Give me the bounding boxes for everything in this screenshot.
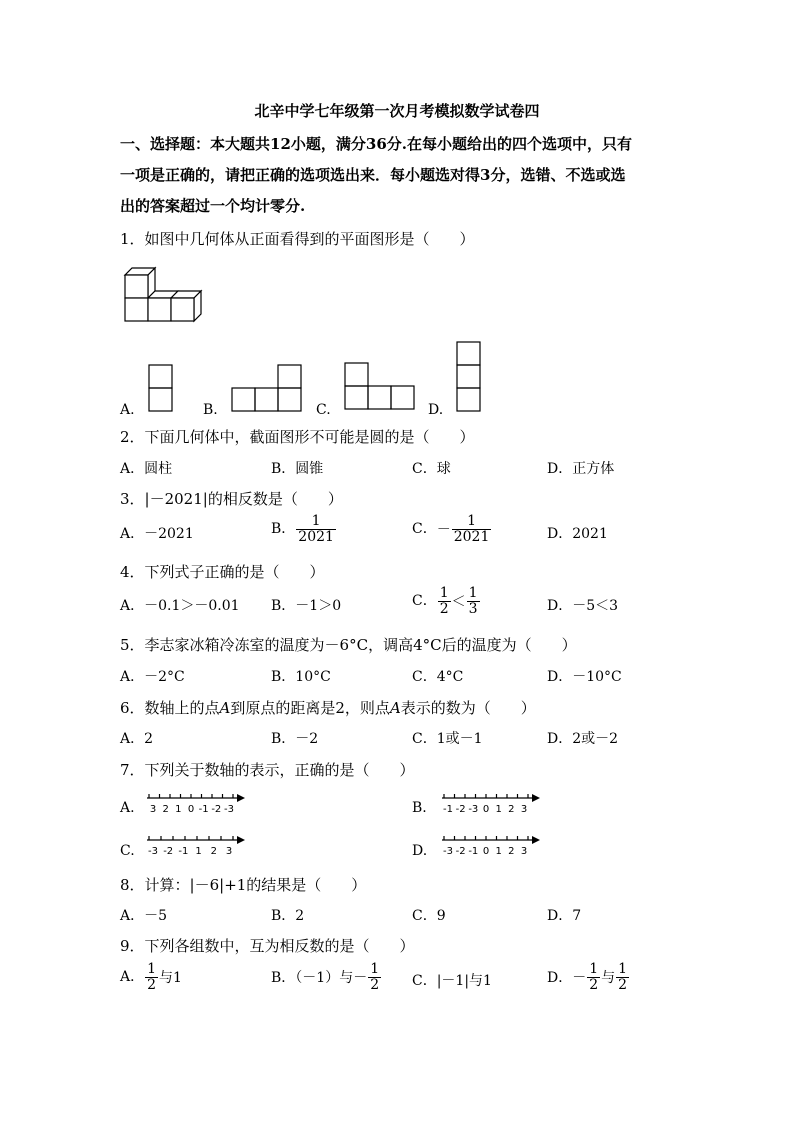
q3-option-c-numerator: 1 <box>452 514 492 530</box>
q6-variable-a: A <box>219 699 231 717</box>
q4-option-c-fraction-1 <box>438 586 451 616</box>
question-6-stem <box>120 697 536 718</box>
q7-option-d-label: D. <box>412 843 428 859</box>
q7-c-axis-arrow <box>237 836 245 844</box>
q9-option-d-denominator-2: 2 <box>618 976 628 993</box>
page-title: 北辛中学七年级第一次月考模拟数学试卷四 <box>254 102 540 120</box>
q7-a-tick-label: 3 <box>149 804 157 815</box>
q1-option-c-figure <box>344 362 416 412</box>
q7-a-axis-arrow <box>237 794 245 802</box>
question-3-stem: 3．|－2021|的相反数是（ ） <box>120 490 343 508</box>
q9-option-d-numerator-2: 1 <box>618 961 628 977</box>
q7-b-tick-label: -3 <box>468 804 479 815</box>
q3-option-b-label: B． <box>271 521 296 538</box>
q1-option-a-figure <box>148 364 174 412</box>
q7-option-d-number-line <box>440 832 542 858</box>
q5-option-b: B．10°C <box>271 669 331 685</box>
q4-option-c-denominator-2: 3 <box>468 600 478 617</box>
q7-c-tick-label: 3 <box>225 846 233 857</box>
q6-variable-a-2: A <box>389 699 401 717</box>
q4-option-c <box>412 586 481 616</box>
q5-option-a: A．－2°C <box>120 669 185 685</box>
q1-option-b-label: B. <box>203 402 218 418</box>
q7-a-tick-label: 1 <box>175 804 182 815</box>
q7-b-tick-label: 1 <box>495 804 502 815</box>
q6-option-b: B．－2 <box>271 731 319 747</box>
q4-option-d: D．－5＜3 <box>547 598 619 614</box>
q8-option-d: D．7 <box>547 908 582 924</box>
q3-option-c-sign: － <box>436 522 451 539</box>
q7-d-tick-label: 2 <box>508 846 515 857</box>
question-4-stem: 4．下列式子正确的是（ ） <box>120 563 325 581</box>
q9-option-a-numerator: 1 <box>147 961 157 977</box>
q9-option-a <box>120 962 182 992</box>
q6-option-c: C．1或－1 <box>412 731 483 747</box>
q7-option-b-label: B. <box>412 800 427 816</box>
q3-option-b-denominator: 2021 <box>298 528 334 545</box>
q9-option-d-numerator-1: 1 <box>589 961 599 977</box>
section-instructions-line2: 一项是正确的，请把正确的选项选出来．每小题选对得3分，选错、不选或选 <box>120 166 626 184</box>
q7-option-a-label: A. <box>120 800 135 816</box>
q1-option-d-figure <box>456 341 482 412</box>
q7-d-tick-label: 3 <box>520 846 528 857</box>
section-instructions-line1: 一、选择题：本大题共12小题，满分36分.在每小题给出的四个选项中，只有 <box>120 135 632 153</box>
q7-c-tick-label: 1 <box>195 846 202 857</box>
q3-option-c <box>412 514 492 544</box>
q7-option-b-number-line <box>440 790 542 816</box>
q4-option-b: B．－1＞0 <box>271 598 342 614</box>
q7-c-tick-label: 2 <box>210 846 217 857</box>
q9-option-d-sign: － <box>572 970 587 987</box>
q2-option-b: B．圆锥 <box>271 461 324 477</box>
q9-option-d-fraction-1 <box>587 962 600 992</box>
q7-a-tick-label: -3 <box>224 804 234 815</box>
q3-option-c-denominator: 2021 <box>453 528 490 545</box>
q9-option-b-denominator: 2 <box>370 976 380 993</box>
q3-option-b-numerator: 1 <box>296 514 336 530</box>
q7-option-c-label: C. <box>120 843 135 859</box>
q7-d-axis-arrow <box>532 836 540 844</box>
q9-option-b-fraction <box>368 962 381 992</box>
q8-option-b: B．2 <box>271 908 305 924</box>
q7-c-tick-label: -2 <box>163 846 174 857</box>
q7-d-tick-label: 0 <box>482 846 490 857</box>
q9-option-a-fraction <box>145 962 158 992</box>
q3-option-b-fraction <box>296 514 336 544</box>
q9-option-b <box>271 962 382 992</box>
q7-d-tick-label: -2 <box>455 846 466 857</box>
q5-option-c: C．4°C <box>412 669 464 685</box>
q9-option-d-connector: 与 <box>601 970 616 987</box>
q6-option-d: D．2或－2 <box>547 731 619 747</box>
q9-option-d-denominator-1: 2 <box>589 976 599 993</box>
q3-option-c-label: C． <box>412 521 437 538</box>
q1-solid-figure <box>120 266 210 326</box>
q1-option-a-label: A. <box>120 402 135 418</box>
q7-d-tick-label: -1 <box>468 846 479 857</box>
q9-option-c: C．|－1|与1 <box>412 973 492 989</box>
q7-b-tick-label: -1 <box>443 804 453 815</box>
q7-c-tick-label: -1 <box>178 846 189 857</box>
q9-option-a-denominator: 2 <box>147 976 157 993</box>
q4-option-a: A．－0.1＞－0.01 <box>120 598 240 614</box>
q2-option-a: A．圆柱 <box>120 461 173 477</box>
question-1-stem: 1．如图中几何体从正面看得到的平面图形是（ ） <box>120 230 475 248</box>
q7-a-tick-label: -1 <box>198 804 209 815</box>
q7-a-tick-label: 2 <box>162 804 169 815</box>
q9-option-b-text: B．（－1）与－ <box>271 970 368 987</box>
q7-option-a-number-line <box>145 790 247 816</box>
q3-option-c-fraction <box>452 514 492 544</box>
section-instructions-line3: 出的答案超过一个均计零分. <box>120 197 306 215</box>
q3-option-a: A．－2021 <box>120 526 194 542</box>
q6-stem-part-3: 表示的数为（ ） <box>400 699 536 717</box>
q3-option-d: D．2021 <box>547 526 608 542</box>
question-5-stem: 5．李志家冰箱冷冻室的温度为－6°C，调高4°C后的温度为（ ） <box>120 636 577 654</box>
q7-b-tick-label: 0 <box>482 804 490 815</box>
question-8-stem: 8．计算：|－6|+1的结果是（ ） <box>120 876 367 894</box>
q9-option-b-numerator: 1 <box>370 961 380 977</box>
q4-option-c-numerator-2: 1 <box>468 585 478 601</box>
q9-option-a-rest: 与1 <box>159 970 182 987</box>
question-2-stem: 2．下面几何体中，截面图形不可能是圆的是（ ） <box>120 428 475 446</box>
q7-option-c-number-line <box>145 832 247 858</box>
q7-a-tick-label: 0 <box>187 804 195 815</box>
q3-option-b <box>271 514 337 544</box>
q4-option-c-relation: ＜ <box>451 594 466 611</box>
q6-stem-part-1: 6．数轴上的点 <box>120 699 220 717</box>
q7-a-tick-label: -2 <box>211 804 222 815</box>
q7-b-tick-label: 2 <box>508 804 515 815</box>
q8-option-a: A．－5 <box>120 908 168 924</box>
q7-d-tick-label: 1 <box>495 846 502 857</box>
q4-option-c-fraction-2 <box>467 586 480 616</box>
q2-option-d: D．正方体 <box>547 461 615 477</box>
q4-option-c-label: C． <box>412 593 437 610</box>
q1-option-b-figure <box>231 364 303 412</box>
q4-option-c-numerator-1: 1 <box>439 585 449 601</box>
q4-option-c-denominator-1: 2 <box>439 600 449 617</box>
q7-d-tick-label: -3 <box>443 846 453 857</box>
q7-b-tick-label: 3 <box>520 804 528 815</box>
q9-option-d-label: D． <box>547 970 573 987</box>
q1-option-d-label: D. <box>428 402 444 418</box>
q1-option-c-label: C. <box>316 402 331 418</box>
q6-stem-part-2: 到原点的距离是2，则点 <box>230 699 390 717</box>
q7-c-tick-label: -3 <box>148 846 158 857</box>
q7-b-tick-label: -2 <box>455 804 466 815</box>
q6-option-a: A．2 <box>120 731 154 747</box>
question-7-stem: 7．下列关于数轴的表示，正确的是（ ） <box>120 761 415 779</box>
q7-b-axis-arrow <box>532 794 540 802</box>
q9-option-d-fraction-2 <box>616 962 629 992</box>
q5-option-d: D．－10°C <box>547 669 622 685</box>
q8-option-c: C．9 <box>412 908 446 924</box>
q9-option-d <box>547 962 630 992</box>
q9-option-a-label: A． <box>120 969 145 986</box>
question-9-stem: 9．下列各组数中，互为相反数的是（ ） <box>120 937 415 955</box>
q2-option-c: C．球 <box>412 461 451 477</box>
